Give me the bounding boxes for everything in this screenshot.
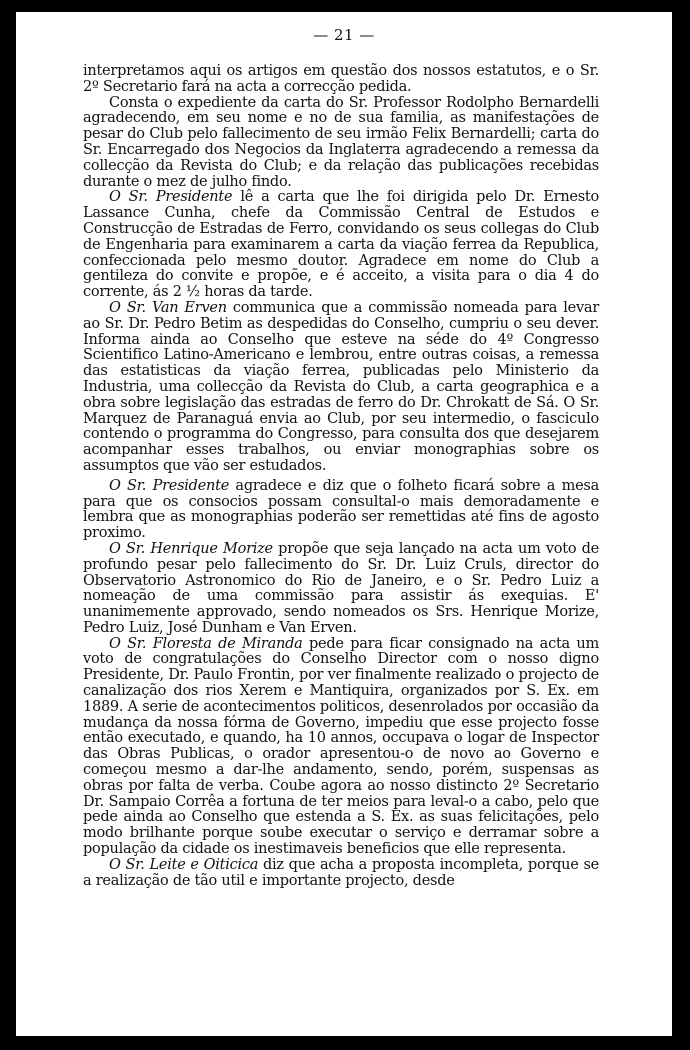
paragraph-text: interpretamos aqui os artigos em questão dos nossos estatutos, e o Sr. 2º Secretario fará na acta a correcção pedida. (83, 63, 599, 95)
paragraph (83, 301, 599, 475)
paragraph (83, 637, 599, 858)
paragraph-text: propõe que seja lançado na acta um voto de profundo pesar pelo fallecimento do Sr. Dr. Luiz Cruls, director do Observatorio Astronomico do Rio de Janeiro, e o Sr. Pedro Luiz a nomeação de uma commissão para assistir ás exequias. E' unanimemente approvado, sendo nomeados os Srs. Henrique Morize, Pedro Luiz, José Dunham e Van Erven. (83, 540, 600, 636)
paragraph (83, 542, 599, 637)
speaker-name: O Sr. Henrique Morize (109, 540, 273, 557)
paragraph (83, 64, 599, 96)
paragraph-text: diz que acha a proposta incompleta, porque se a realização de tão util e importante projecto, desde (83, 856, 599, 889)
speaker-name: O Sr. Floresta de Miranda (109, 635, 303, 652)
paragraph-text: pede para ficar consignado na acta um voto de congratulações do Conselho Director com o nosso digno Presidente, Dr. Paulo Frontin, por ver finalmente realizado o projecto de canalização dos rios Xerem e Mantiquira, organizados por S. Ex. em 1889. A serie de acontecimentos politicos, desenrolados por occasião da mudança da nossa fórma de Governo, impediu que esse projecto fosse então executado, e quando, ha 10 annos, occupava o logar de Inspector das Obras Publicas, o orador apresentou-o de novo ao Governo e começou mesmo a dar-lhe andamento, sendo, porém, suspensas as obras por falta de verba. Coube agora ao nosso distincto 2º Secretario Dr. Sampaio Corrêa a fortuna de ter meios para leval-o a cabo, pelo que pede ainda ao Conselho que estenda a S. Ex. as suas felicitações, pelo modo brilhante porque soube executar o serviço e derramar sobre a população da cidade os inestimaveis beneficios que elle representa. (83, 635, 599, 858)
document-page (16, 12, 672, 1036)
body-text (83, 64, 599, 889)
paragraph-text: communica que a commissão nomeada para levar ao Sr. Dr. Pedro Betim as despedidas do Conselho, cumpriu o seu dever. Informa ainda ao Conselho que esteve na séde do 4º Congresso Scientifico Latino-Americano e lembrou, entre outras coisas, a remessa das estatisticas da viação ferrea, publicadas pelo Ministerio da Industria, uma collecção da Revista do Club, a carta geographica e a obra sobre legislação das estradas de ferro do Dr. Chrokatt de Sá. O Sr. Marquez de Paranaguá envia ao Club, por seu intermedio, o fasciculo contendo o programma do Congresso, para consulta dos que desejarem acompanhar esses trabalhos, ou enviar monographias sobre os assumptos que vão ser estudados. (83, 299, 599, 474)
speaker-name: O Sr. Van Erven (109, 299, 227, 316)
paragraph (83, 858, 599, 890)
paragraph-text: lê a carta que lhe foi dirigida pelo Dr. Ernesto Lassance Cunha, chefe da Commissão Central de Estudos e Construcção de Estradas de Ferro, convidando os seus collegas do Club de Engenharia para examinarem a carta da viação ferrea da Republica, confeccionada pelo mesmo doutor. Agradece em nome do Club a gentileza do convite e propõe, e é acceito, a visita para o dia 4 do corrente, ás 2 ½ horas da tarde. (83, 189, 599, 301)
page-number: — 21 — (313, 26, 375, 44)
paragraph-text: Consta o expediente da carta do Sr. Professor Rodolpho Bernardelli agradecendo, em seu nome e no de sua familia, as manifestações de pesar do Club pelo fallecimento de seu irmão Felix Bernardelli; carta do Sr. Encarregado dos Negocios da Inglaterra agradecendo a remessa da collecção da Revista do Club; e da relação das publicações recebidas durante o mez de julho findo. (83, 94, 599, 190)
paragraph (83, 479, 599, 542)
paragraph-text: agradece e diz que o folheto ficará sobre a mesa para que os consocios possam consultal-o mais demoradamente e lembra que as monographias poderão ser remettidas até fins de agosto proximo. (83, 477, 599, 542)
paragraph (83, 96, 599, 191)
paragraph (83, 190, 599, 301)
speaker-name: O Sr. Presidente (109, 477, 230, 494)
speaker-name: O Sr. Presidente (109, 189, 233, 206)
speaker-name: O Sr. Leite e Oiticica (109, 856, 259, 873)
